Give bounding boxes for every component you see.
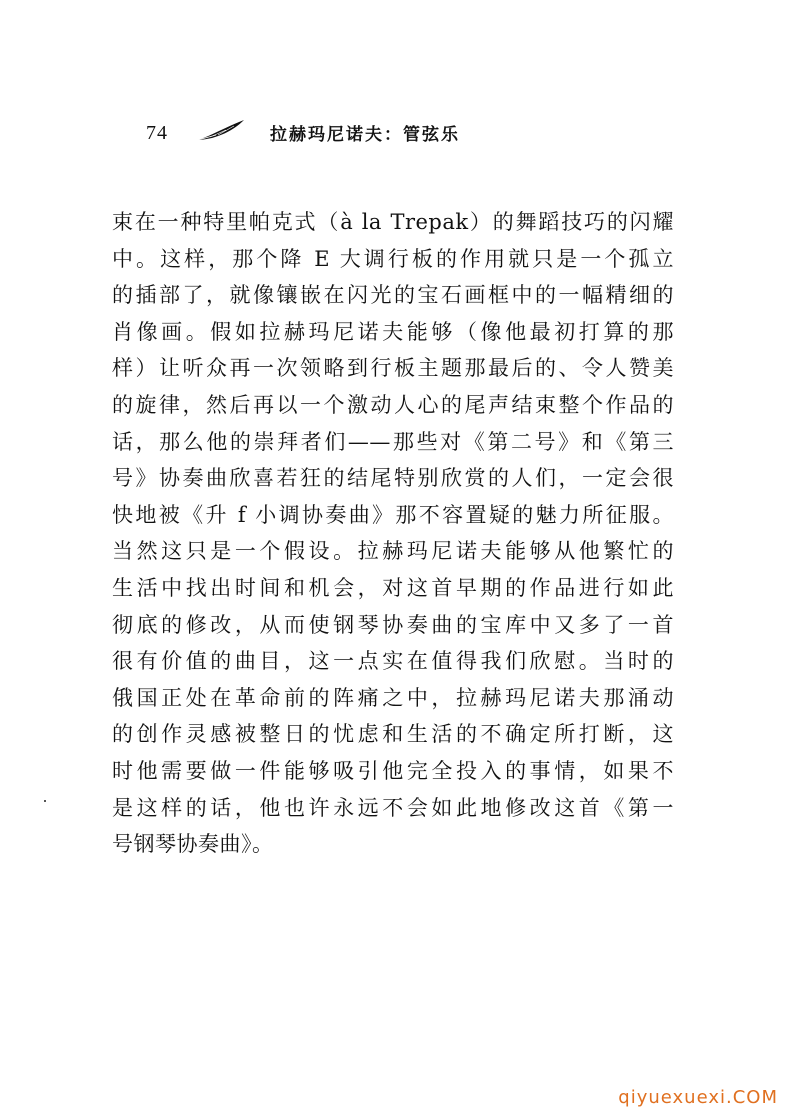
text-line: 中。这样，那个降 E 大调行板的作用就只是一个孤立 (112, 246, 674, 271)
running-title: 拉赫玛尼诺夫：管弦乐 (270, 125, 460, 145)
page-number: 74 (146, 122, 168, 144)
text-line: 号钢琴协奏曲》。 (112, 832, 274, 857)
text-line: 是这样的话，他也许永远不会如此地修改这首《第一 (112, 795, 674, 820)
body-text (112, 204, 674, 863)
margin-mark (44, 800, 46, 802)
text-line: 束在一种特里帕克式（à la Trepak）的舞蹈技巧的闪耀 (112, 210, 674, 234)
text-line: 当然这只是一个假设。拉赫玛尼诺夫能够从他繁忙的 (112, 539, 674, 564)
text-line: 生活中找出时间和机会，对这首早期的作品进行如此 (112, 575, 674, 600)
text-line: 快地被《升 f 小调协奏曲》那不容置疑的魅力所征服。 (112, 502, 674, 527)
watermark: qiyuexuexi.COM (618, 1087, 778, 1108)
text-line: 彻底的修改，从而使钢琴协奏曲的宝库中又多了一首 (112, 612, 674, 637)
text-line: 样）让听众再一次领略到行板主题那最后的、令人赞美 (112, 356, 674, 381)
text-line: 很有价值的曲目，这一点实在值得我们欣慰。当时的 (112, 649, 674, 674)
page-header (146, 118, 666, 148)
text-line: 话，那么他的崇拜者们——那些对《第二号》和《第三 (112, 429, 674, 454)
text-line: 肖像画。假如拉赫玛尼诺夫能够（像他最初打算的那 (112, 319, 674, 344)
quill-icon (196, 118, 246, 142)
text-line: 的创作灵感被整日的忧虑和生活的不确定所打断，这 (112, 722, 674, 747)
text-line: 的旋律，然后再以一个激动人心的尾声结束整个作品的 (112, 392, 674, 417)
text-line: 的插部了，就像镶嵌在闪光的宝石画框中的一幅精细的 (112, 283, 674, 308)
text-line: 时他需要做一件能够吸引他完全投入的事情，如果不 (112, 758, 674, 783)
text-line: 号》协奏曲欣喜若狂的结尾特别欣赏的人们，一定会很 (112, 466, 674, 491)
text-line: 俄国正处在革命前的阵痛之中，拉赫玛尼诺夫那涌动 (112, 685, 674, 710)
